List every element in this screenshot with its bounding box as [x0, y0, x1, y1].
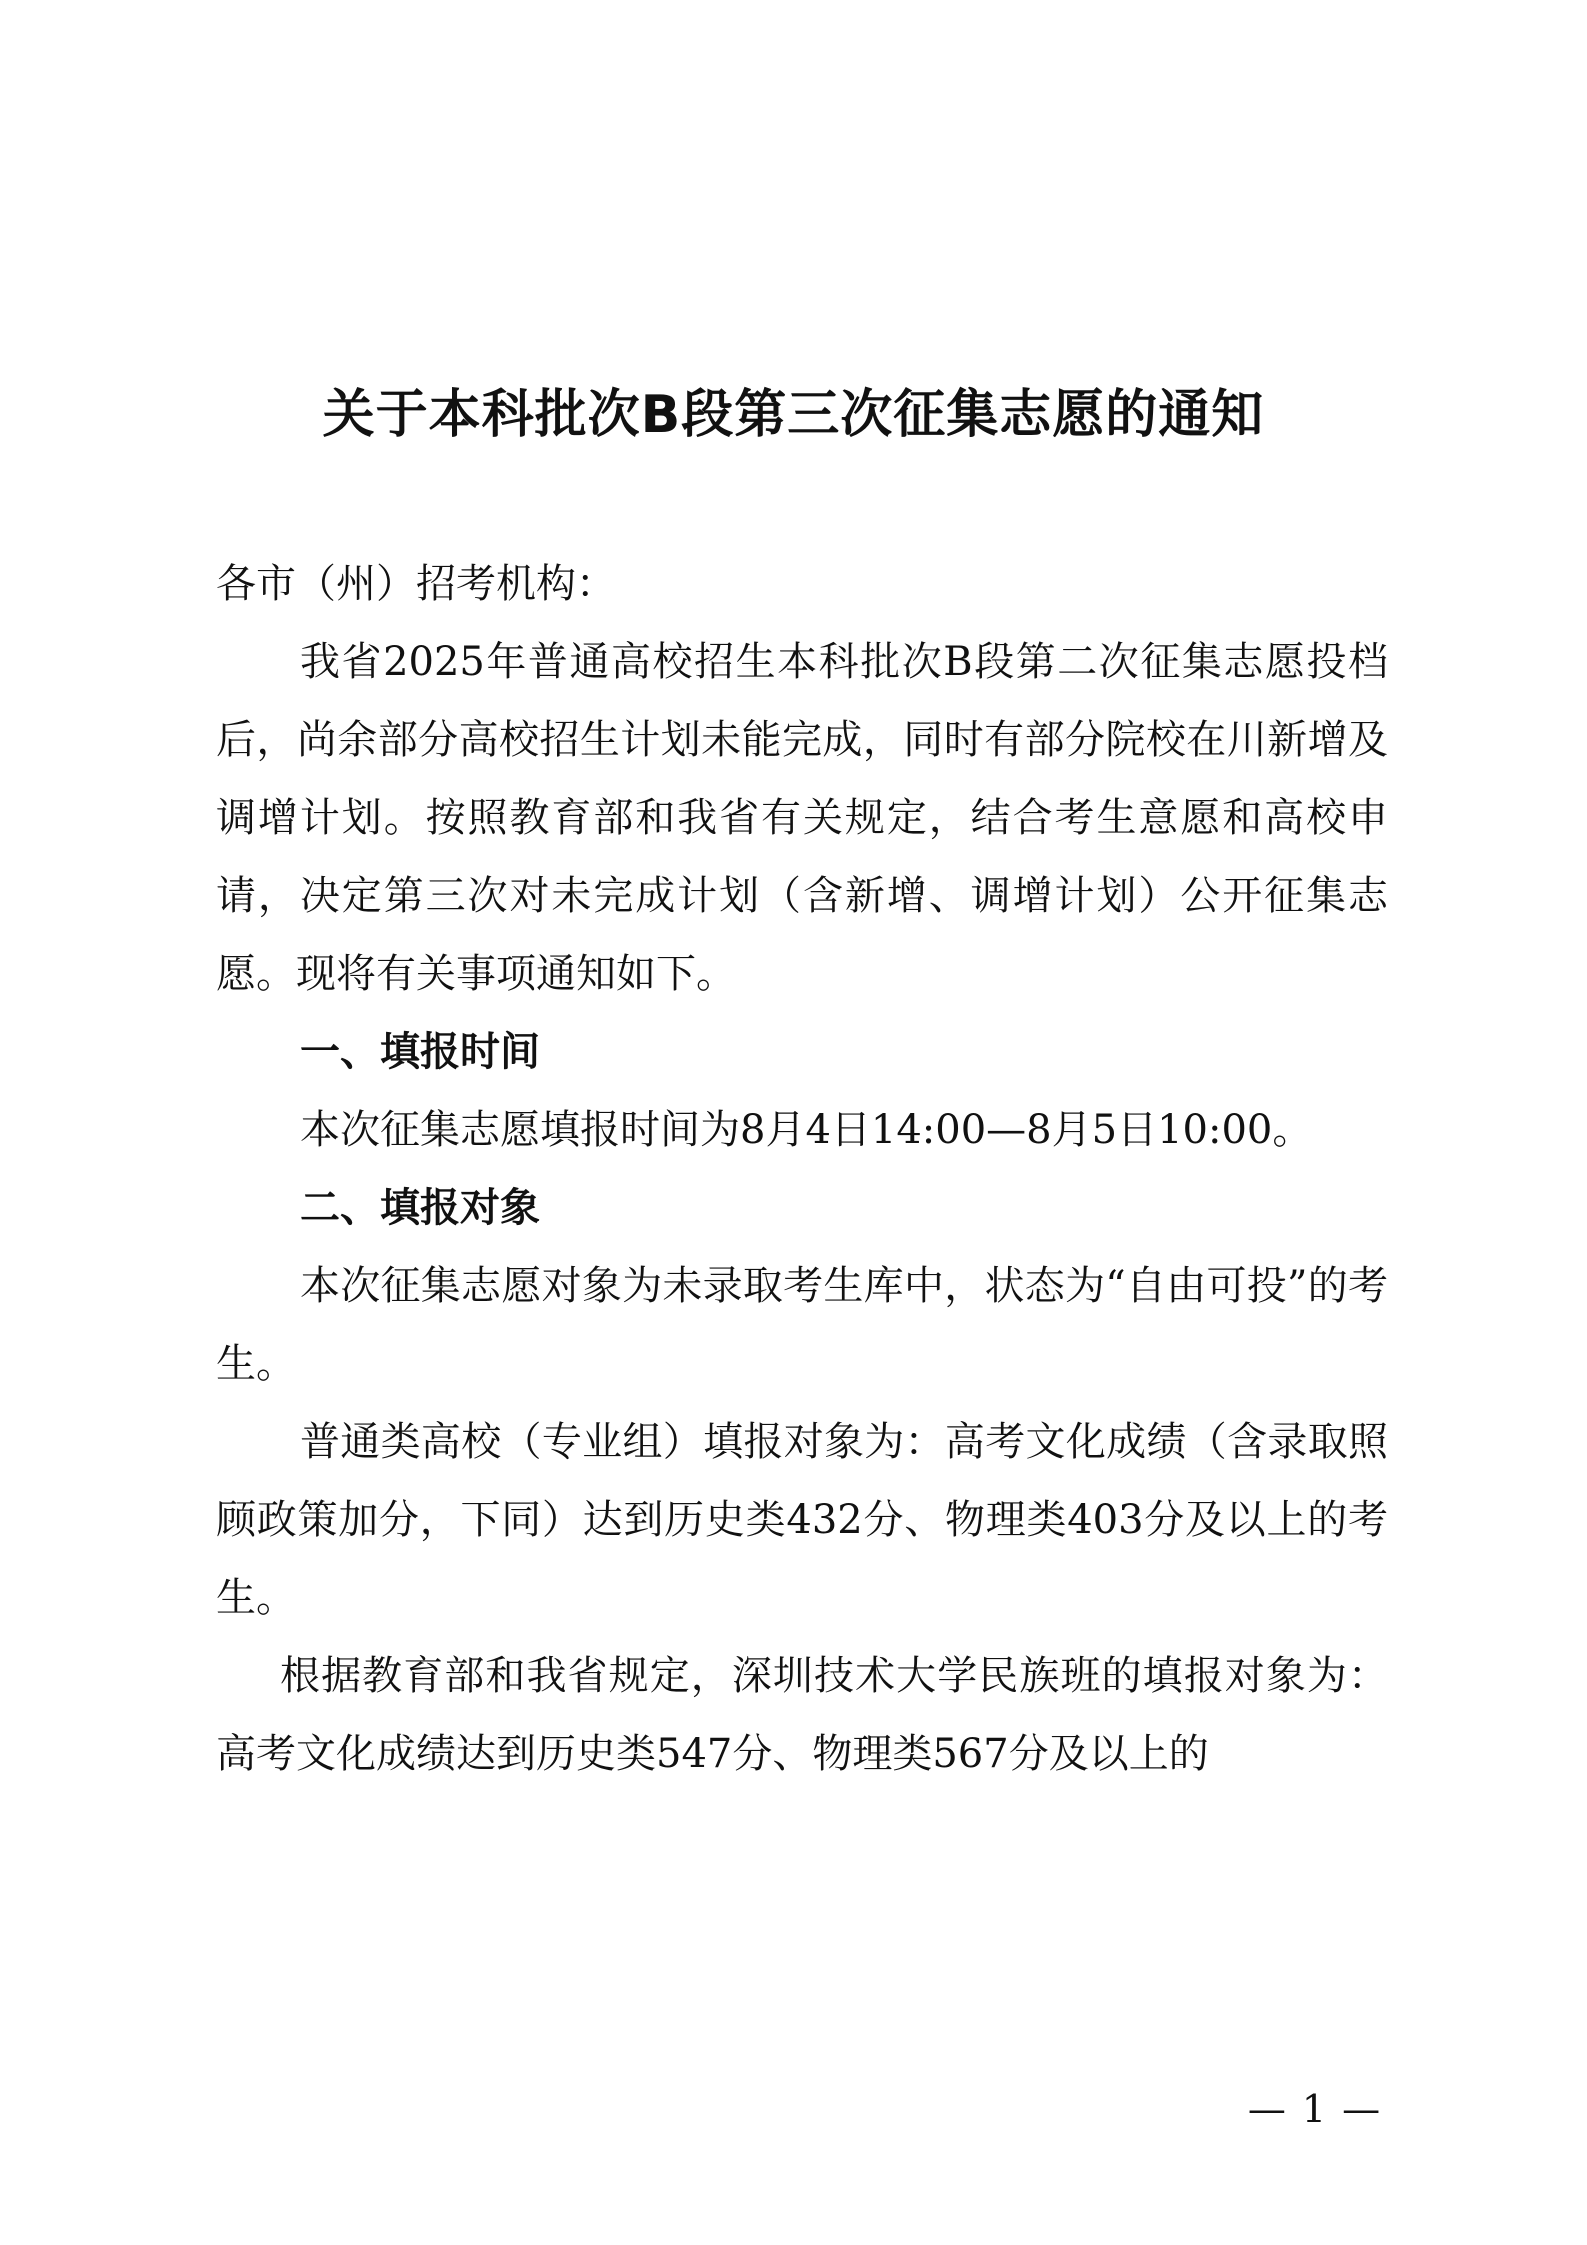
- section-heading-fill-target: 二、填报对象: [300, 1185, 540, 1231]
- page-number: — 1 —: [1247, 2087, 1383, 2131]
- section-heading-fill-time: 一、填报时间: [300, 1029, 540, 1075]
- page-title: 关于本科批次B段第三次征集志愿的通知: [322, 385, 1265, 445]
- intro-paragraph: 我省2025年普通高校招生本科批次B段第二次征集志愿投档后，尚余部分高校招生计划未能完成，同时有部分院校在川新增及调增计划。按照教育部和我省有关规定，结合考生意愿和高校申请，决定第三次对未完成计划（含新增、调增计划）公开征集志愿。现将有关事项通知如下。: [216, 639, 1388, 997]
- target-paragraph: 本次征集志愿对象为未录取考生库中，状态为“自由可投”的考生。: [216, 1263, 1388, 1387]
- general-college-paragraph: 普通类高校（专业组）填报对象为：高考文化成绩（含录取照顾政策加分，下同）达到历史类432分、物理类403分及以上的考生。: [216, 1419, 1388, 1621]
- salutation: 各市（州）招考机构：: [216, 561, 616, 607]
- ethnic-class-paragraph: 根据教育部和我省规定，深圳技术大学民族班的填报对象为：高考文化成绩达到历史类547分、物理类567分及以上的: [216, 1653, 1388, 1777]
- fill-time-paragraph: 本次征集志愿填报时间为8月4日14:00—8月5日10:00。: [300, 1107, 1313, 1153]
- document-body: [216, 545, 1388, 1793]
